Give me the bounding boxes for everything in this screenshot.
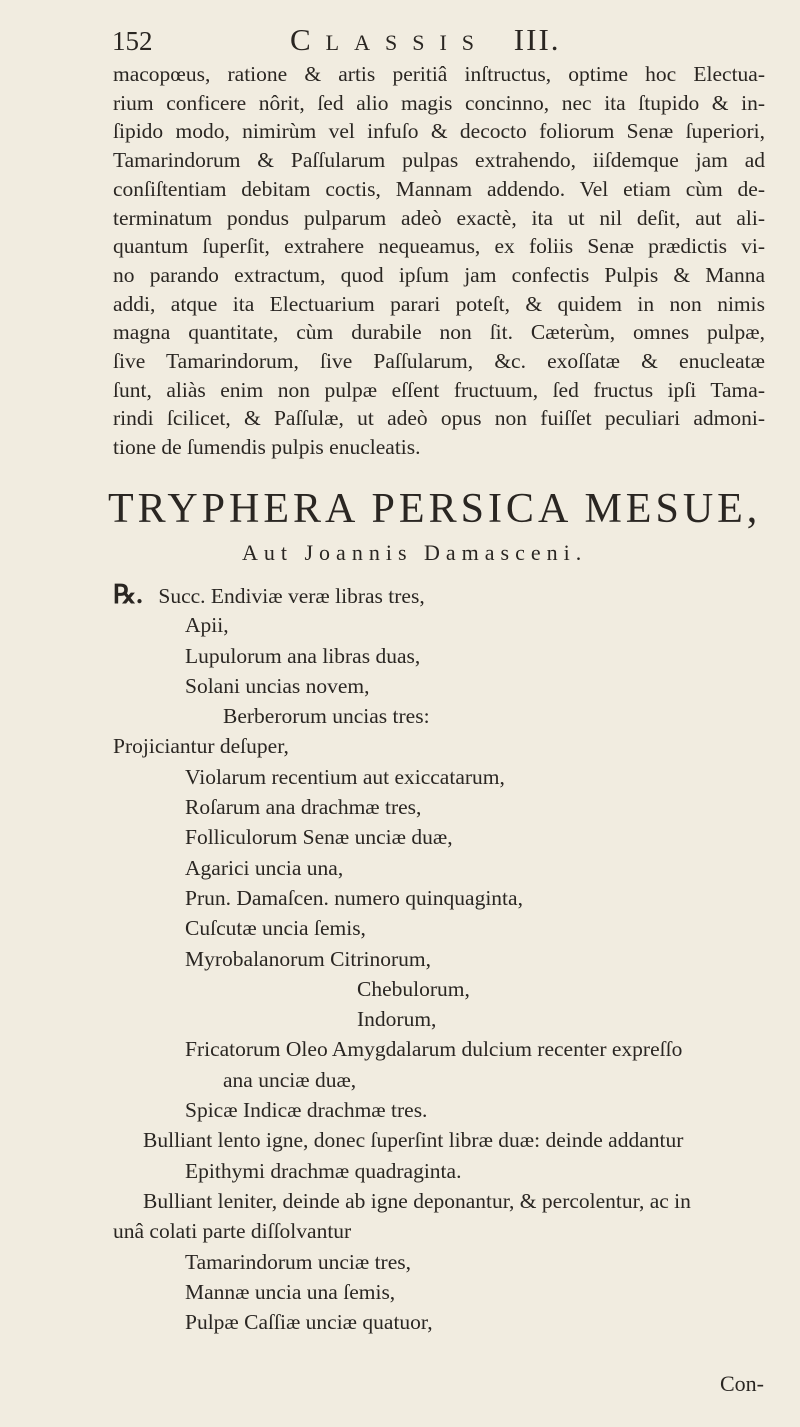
recipe-line: ana unciæ duæ, xyxy=(223,1067,357,1092)
recipe-line: Indorum, xyxy=(357,1007,437,1032)
recipe-line: Violarum recentium aut exiccatarum, xyxy=(185,764,505,789)
recipe-line: unâ colati parte diſſolvantur xyxy=(113,1219,352,1244)
prose-line: Tamarindorum & Paſſularum pulpas extrahendo, iiſdemque jam ad xyxy=(113,148,765,173)
prose-line: ſunt, aliàs enim non pulpæ eſſent fructuum, ſed fructus ipſi Tama- xyxy=(113,377,765,402)
recipe-line: Folliculorum Senæ unciæ duæ, xyxy=(185,825,453,850)
recipe-line: Mannæ uncia una ſemis, xyxy=(185,1279,396,1304)
running-title-number: III. xyxy=(513,22,561,57)
recipe-line: Bulliant lento igne, donec ſuperſint libræ duæ: deinde addantur xyxy=(143,1128,684,1153)
prose-line: rium conficere nôrit, ſed alio magis concinno, nec ita ſtupido & in- xyxy=(113,90,765,115)
recipe-line: Roſarum ana drachmæ tres, xyxy=(185,795,422,820)
recipe-symbol: ℞. xyxy=(113,580,143,609)
recipe-line: Chebulorum, xyxy=(357,976,470,1001)
prose-line: conſiſtentiam debitam coctis, Mannam addendo. Vel etiam cùm de- xyxy=(113,176,765,201)
recipe-line: Fricatorum Oleo Amygdalarum dulcium recenter expreſſo xyxy=(185,1037,683,1062)
prose-line: rindi ſcilicet, & Paſſulæ, ut adeò opus non fuiſſet peculiari admoni- xyxy=(113,406,765,431)
recipe-line-text: Succ. Endiviæ veræ libras tres, xyxy=(158,584,425,608)
recipe-line: Cuſcutæ uncia ſemis, xyxy=(185,916,366,941)
page-number: 152 xyxy=(112,26,153,56)
recipe-line: Prun. Damaſcen. numero quinquaginta, xyxy=(185,885,523,910)
running-title-word: Classis xyxy=(290,22,490,57)
running-title xyxy=(290,22,561,58)
catchword: Con- xyxy=(720,1371,764,1396)
recipe-line: Agarici uncia una, xyxy=(185,855,344,880)
recipe-line: Epithymi drachmæ quadraginta. xyxy=(185,1158,462,1183)
recipe-line: Bulliant leniter, deinde ab igne deponantur, & percolentur, ac in xyxy=(143,1188,691,1213)
prose-line: addi, atque ita Electuarium parari poteſt, & quidem in non nimis xyxy=(113,291,765,316)
prose-line: macopœus, ratione & artis peritiâ inſtructus, optime hoc Electua- xyxy=(113,62,765,86)
recipe-line: Pulpæ Caſſiæ unciæ quatuor, xyxy=(185,1310,433,1335)
prose-line: no parando extractum, quod ipſum jam confectis Pulpis & Manna xyxy=(113,262,765,287)
prose-line: terminatum pondus pulparum adeò exactè, ita ut nil deſit, aut ali- xyxy=(113,205,765,230)
page-header xyxy=(112,22,762,62)
recipe-line: Lupulorum ana libras duas, xyxy=(185,643,421,668)
prose-line: ſive Tamarindorum, ſive Paſſularum, &c. exoſſatæ & enucleatæ xyxy=(113,349,765,374)
recipe-line: Spicæ Indicæ drachmæ tres. xyxy=(185,1098,428,1123)
prose-line: tione de ſumendis pulpis enucleatis. xyxy=(113,435,421,460)
recipe-line: Berberorum uncias tres: xyxy=(223,704,430,729)
prose-paragraph xyxy=(113,60,765,462)
recipe-line: Myrobalanorum Citrinorum, xyxy=(185,946,432,971)
recipe-line xyxy=(113,580,773,610)
recipe-line: Projiciantur deſuper, xyxy=(113,734,289,759)
recipe-line: Solani uncias novem, xyxy=(185,673,370,698)
recipe-line: Apii, xyxy=(185,613,229,638)
recipe-body xyxy=(113,580,773,1337)
prose-line: quantum ſuperſit, extrahere nequeamus, ex foliis Senæ prædictis vi- xyxy=(113,234,765,259)
prose-line: ſipido modo, nimirùm vel infuſo & decocto foliorum Senæ ſuperiori, xyxy=(113,119,765,144)
recipe-title: TRYPHERA PERSICA MESUE, xyxy=(108,486,762,532)
recipe-line: Tamarindorum unciæ tres, xyxy=(185,1249,411,1274)
recipe-subtitle: Aut Joannis Damasceni. xyxy=(242,540,588,565)
prose-line: magna quantitate, cùm durabile non ſit. Cæterùm, omnes pulpæ, xyxy=(113,320,765,345)
